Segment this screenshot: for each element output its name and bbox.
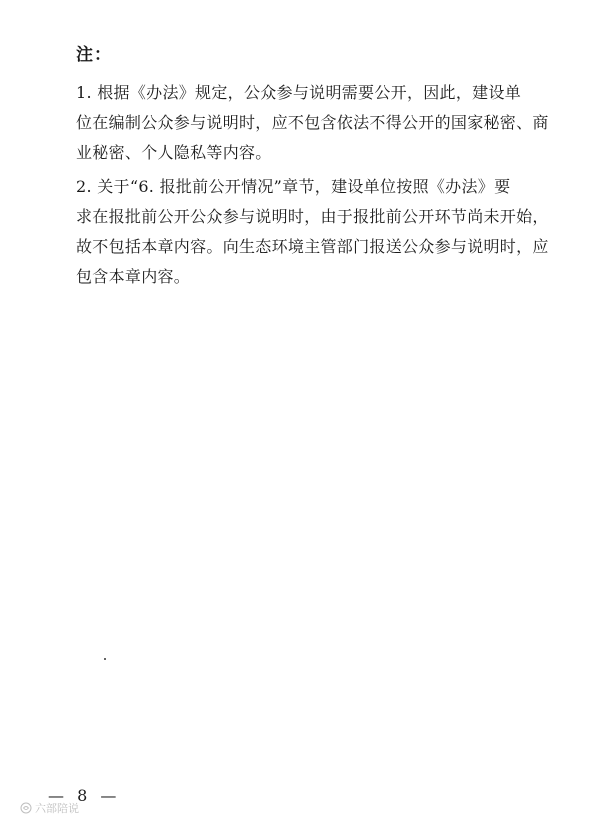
- paragraph-line: 包含本章内容。: [76, 267, 191, 286]
- note-paragraph-1: [76, 78, 549, 168]
- paragraph-line: 1. 根据《办法》规定，公众参与说明需要公开，因此，建设单: [76, 83, 522, 102]
- note-heading: 注：: [76, 45, 112, 65]
- page-number: — 8 —: [48, 786, 121, 805]
- watermark-logo-icon: [20, 802, 32, 814]
- paragraph-line: 业秘密、个人隐私等内容。: [76, 143, 272, 162]
- watermark-text: 六部陪说: [35, 802, 79, 815]
- paragraph-line: 位在编制公众参与说明时，应不包含依法不得公开的国家秘密、商: [76, 113, 549, 132]
- paragraph-line: 求在报批前公开公众参与说明时，由于报批前公开环节尚未开始，: [76, 207, 549, 226]
- watermark: [20, 800, 79, 816]
- paragraph-line: 故不包括本章内容。向生态环境主管部门报送公众参与说明时，应: [76, 237, 549, 256]
- stray-dot: [104, 658, 106, 660]
- paragraph-line: 2. 关于“6. 报批前公开情况”章节，建设单位按照《办法》要: [76, 177, 511, 196]
- note-paragraph-2: [76, 172, 549, 292]
